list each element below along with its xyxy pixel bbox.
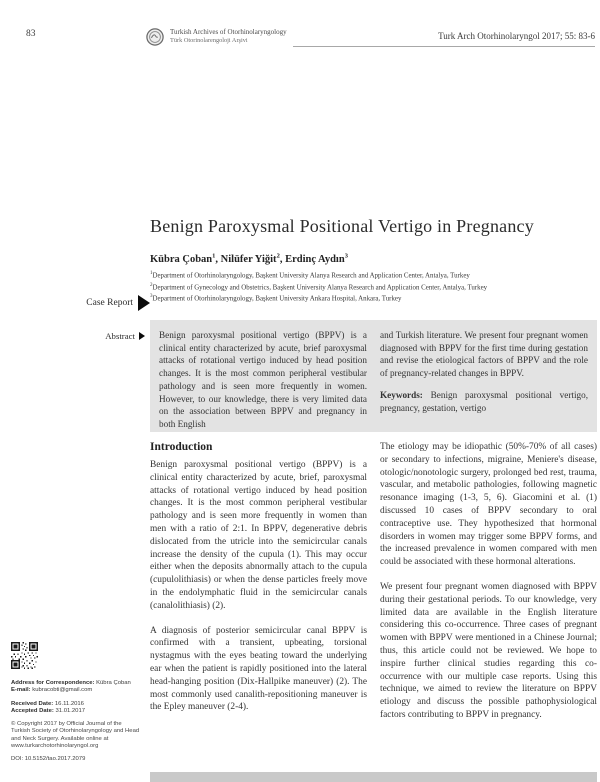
author-affiliations — [150, 269, 597, 304]
affiliation: $^3$Department of Otorhinolaryngology, Başkent University Ankara Hospital, Ankara, Turkey — [150, 294, 402, 303]
paragraph: Benign paroxysmal positional vertigo (BPPV) is a clinical entity characterized by acute, brief, paroxysmal attacks of rotational vertigo induced by head position changes. It is the most common peripheral vestibular pathology and is seen more frequently in women than men with a ratio of 2:1. In BPPV, degenerative debris dislocated from the utricle into the semicircular canals increase the density of the cupula (1). This may occur either when the deposits abnormally attach to the cupula (cupulolithiasis) or when the dense particles freely move in the endolymphatic fluid in the semicircular canals (canalolithiasis) (2). — [150, 460, 367, 611]
header-rule — [293, 46, 595, 47]
copyright-notice: © Copyright 2017 by Official Journal of the Turkish Society of Otorhinolaryngology and Head and Neck Surgery. Available online at www.turkarchotorhinolaryngol.org — [11, 721, 140, 750]
case-report-label — [0, 295, 150, 311]
body-left-column — [150, 441, 367, 734]
correspondence-label: Address for Correspondence: — [11, 680, 95, 686]
abstract-paragraph: Benign paroxysmal positional vertigo (BPPV) is a clinical entity characterized by acute, brief paroxysmal attacks of rotational vertigo induced by head position changes. It is the most common peripheral vestibular pathology and is seen more frequently in women. However, to our knowledge, there is very limited data on the association between BPPV and pregnancy in both English — [159, 330, 367, 429]
article-body — [150, 441, 597, 734]
journal-name-tr: Türk Otorinolarengoloji Arşivi — [170, 37, 248, 44]
introduction-heading: Introduction — [150, 441, 213, 453]
journal-name-block — [170, 29, 287, 44]
author: Erdinç Aydın$^3$ — [285, 252, 348, 265]
author: Nilüfer Yiğit$^2$ , — [221, 254, 285, 265]
keywords-label: Keywords: — [380, 389, 423, 400]
paragraph: The etiology may be idiopathic (50%-70% of all cases) or secondary to infections, migraine, Meniere's disease, otologic/nonotologic surgery, prolonged bed rest, trauma, vascular, and metabolic pathologies, following magnetic resonance imaging (1-3, 5, 6). Giacomini et al. (1) discussed 10 cases of BPPV secondary to oral contraceptive use. They hypothesized that hormonal disorders in women may trigger some BPPV forms, and the increased prevalence in women compared with men could be associated with these hormonal alterations. — [380, 442, 597, 568]
correspondence-line — [11, 680, 142, 695]
dates-block — [11, 701, 142, 716]
accepted-label: Accepted Date: — [11, 707, 54, 714]
email-label: E-mail: — [11, 687, 31, 694]
abstract-column-2 — [380, 329, 588, 424]
author: Kübra Çoban$^1$ , — [150, 254, 221, 265]
case-report-arrow-icon — [138, 295, 150, 311]
paragraph: A diagnosis of posterior semicircular canal BPPV is confirmed with a transient, upbeating, torsional nystagmus with the eyes beating toward the underlying ear when the patient is rapidly positioned into the lateral head-hanging position (Dix-Hallpike maneuver) (2). The most commonly used canalith-repositioning maneuver is the Epley maneuver (2-4). — [150, 625, 367, 713]
doi: DOI: 10.5152/tao.2017.2079 — [11, 756, 86, 763]
keywords — [380, 389, 588, 414]
page-number: 83 — [26, 29, 36, 39]
affiliation: $^1$Department of Otorhinolaryngology, Başkent University Alanya Research and Application Center, Antalya, Turkey — [150, 271, 470, 280]
abstract-label — [0, 331, 145, 341]
received-value: 16.11.2016 — [53, 700, 84, 707]
abstract-box — [150, 320, 597, 432]
citation: Turk Arch Otorhinolaryngol 2017; 55: 83-6 — [438, 31, 595, 41]
authors-line — [150, 252, 597, 265]
affiliation: $^2$Department of Gynecology and Obstetrics, Başkent University Alanya Research and Application Center, Antalya, Turkey — [150, 282, 488, 291]
email-value: kubracobti@gmail.com — [30, 687, 93, 694]
next-section-bar — [150, 772, 597, 782]
correspondence-sidebar — [11, 642, 142, 764]
abstract-column-1 — [159, 329, 367, 429]
abstract-arrow-icon — [139, 332, 145, 340]
article-title: Benign Paroxysmal Positional Vertigo in Pregnancy — [150, 216, 534, 236]
qr-code-icon — [11, 642, 38, 669]
journal-logo-icon — [146, 28, 164, 46]
abstract-paragraph: and Turkish literature. We present four pregnant women diagnosed with BPPV for the first time during gestation and revise the etiological factors of BPPV and the role of pregnancy-related changes in BPPV. — [380, 330, 588, 379]
correspondence-name: Kübra Çoban — [94, 680, 131, 686]
abstract-text: Abstract — [105, 331, 135, 341]
body-right-column — [380, 441, 597, 734]
keywords-text: Benign paroxysmal positional vertigo, pregnancy, gestation, vertigo — [380, 389, 588, 413]
journal-name-en: Turkish Archives of Otorhinolaryngology — [170, 28, 287, 36]
case-report-text: Case Report — [86, 298, 133, 308]
accepted-value: 31.01.2017 — [53, 707, 86, 714]
received-label: Received Date: — [11, 700, 54, 707]
paragraph: We present four pregnant women diagnosed with BPPV during their gestational periods. To our knowledge, very limited data are available in the English literature considering this co-occurrence. Three cases of pregnant women with BPPV were mentioned in a Chinese Journal; thus, this article could not be reviewed. We hope to inspire further clinical studies regarding this co-occurrence with our multiple case reports. Using this technique, we aimed to review the literature on BPPV etiology and discuss the possible pathophysiological factors contributing to BPPV in pregnancy. — [380, 581, 597, 720]
